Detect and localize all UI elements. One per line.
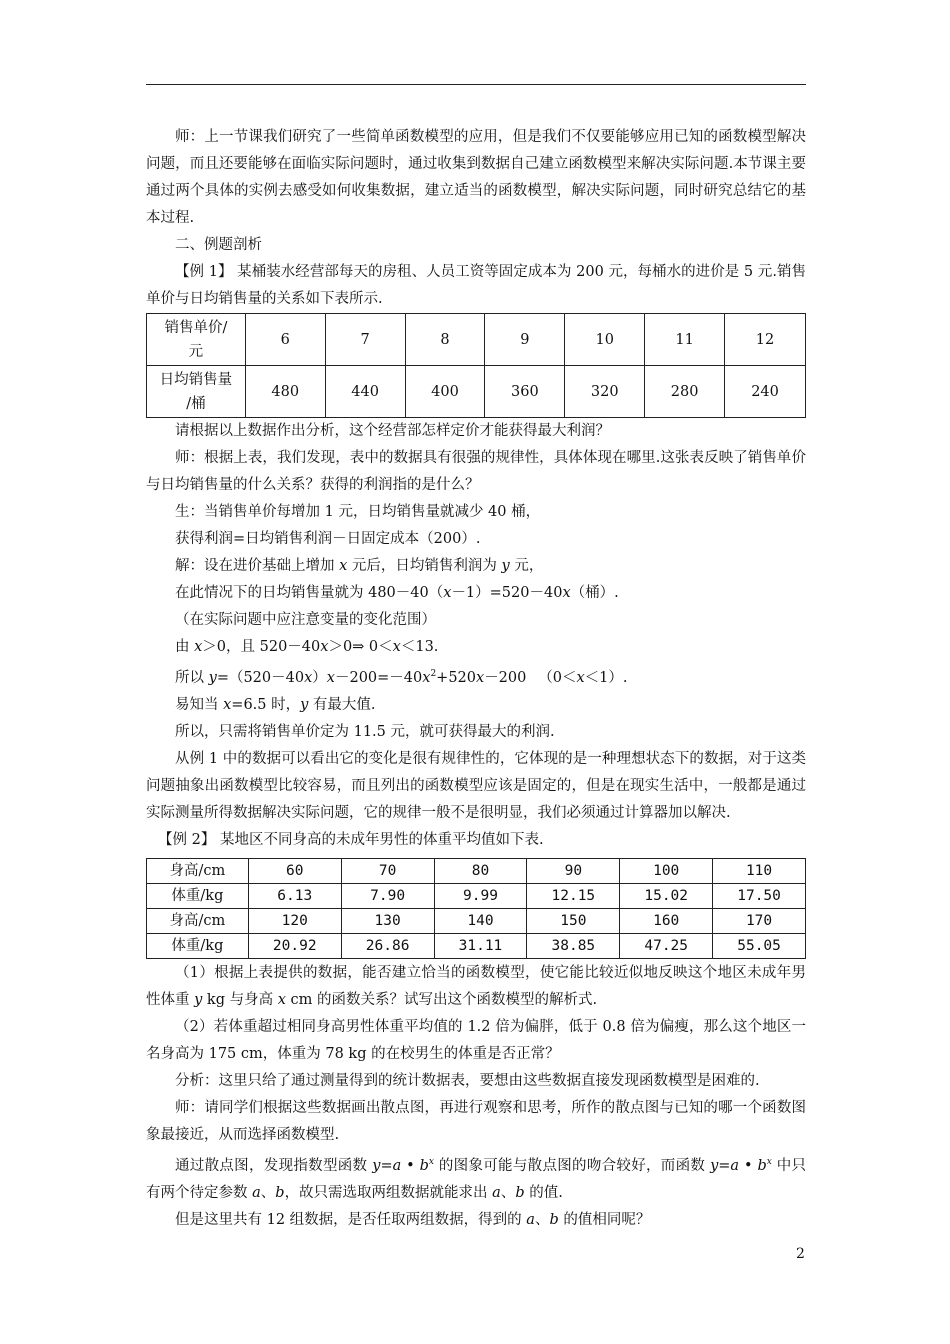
teacher-question: 师：根据上表，我们发现，表中的数据具有很强的规律性，具体体现在哪里.这张表反映了销售单价与日均销售量的什么关系？获得的利润指的是什么？ (146, 450, 806, 493)
height-cell: 140 (434, 908, 527, 933)
weight-cell: 12.15 (527, 883, 620, 908)
height-cell: 100 (620, 858, 713, 883)
height-cell: 120 (248, 908, 341, 933)
price-cell: 7 (325, 314, 405, 366)
table-row (147, 314, 806, 366)
volume-cell: 400 (405, 366, 485, 418)
price-cell: 9 (485, 314, 565, 366)
row-header-volume: 日均销售量 /桶 (147, 366, 246, 418)
weight-cell: 20.92 (248, 933, 341, 958)
weight-cell: 55.05 (713, 933, 806, 958)
height-cell: 70 (341, 858, 434, 883)
weight-cell: 17.50 (713, 883, 806, 908)
height-cell: 90 (527, 858, 620, 883)
height-weight-table (146, 858, 806, 959)
scatter-discussion: 通过散点图，发现指数型函数 y=a • $b^x$ 的图象可能与散点图的吻合较好，而函数 y=a • $b^x$ 中只有两个待定参数 a、b，故只需选取两组数据就能求出 a、b 的值. (146, 1156, 807, 1201)
price-cell: 10 (565, 314, 645, 366)
page-number: 2 (796, 1246, 805, 1262)
weight-cell: 9.99 (434, 883, 527, 908)
volume-cell: 440 (325, 366, 405, 418)
volume-cell: 320 (565, 366, 645, 418)
section-title: 二、例题剖析 (175, 237, 262, 253)
weight-label: 体重/kg (147, 933, 249, 958)
price-cell: 6 (245, 314, 325, 366)
height-cell: 80 (434, 858, 527, 883)
teacher-intro-paragraph: 师：上一节课我们研究了一些简单函数模型的应用，但是我们不仅要能够应用已知的函数模型解决问题，而且还要能够在面临实际问题时，通过收集到数据自己建立函数模型来解决实际问题.本节课主要通过两个具体的实例去感受如何收集数据，建立适当的函数模型，解决实际问题，同时研究总结它的基本过程. (146, 129, 806, 226)
maximum-statement: 易知当 x=6.5 时，y 有最大值. (175, 696, 376, 713)
volume-cell: 240 (725, 366, 806, 418)
height-cell: 160 (620, 908, 713, 933)
weight-cell: 15.02 (620, 883, 713, 908)
table-row (147, 908, 806, 933)
student-answer-2: 获得利润=日均销售利润－日固定成本（200）. (175, 531, 481, 547)
height-cell: 60 (248, 858, 341, 883)
header-rule (146, 84, 806, 85)
conclusion: 所以，只需将销售单价定为 11.5 元，就可获得最大的利润. (175, 723, 555, 740)
price-cell: 12 (725, 314, 806, 366)
height-label: 身高/cm (147, 908, 249, 933)
question-1: 请根据以上数据作出分析，这个经营部怎样定价才能获得最大利润？ (175, 423, 610, 439)
price-cell: 8 (405, 314, 485, 366)
table-row (147, 883, 806, 908)
weight-label: 体重/kg (147, 883, 249, 908)
range-derivation: 由 x＞0，且 520－40x＞0⇒ 0＜x＜13. (175, 639, 439, 655)
volume-cell: 360 (485, 366, 565, 418)
weight-cell: 47.25 (620, 933, 713, 958)
question-2-part-1: （1）根据上表提供的数据，能否建立恰当的函数模型，使它能比较近似地反映这个地区未成年男性体重 y kg 与身高 x cm 的函数关系？试写出这个函数模型的解析式. (146, 964, 806, 1008)
table-row (147, 933, 806, 958)
table-row (147, 366, 806, 418)
question-2-part-2: （2）若体重超过相同身高男性体重平均值的 1.2 倍为偏胖，低于 0.8 倍为偏瘦，那么这个地区一名身高为 175 cm，体重为 78 kg 的在校男生的体重是否正常？ (146, 1018, 806, 1062)
example1-intro: 【例 1】 某桶装水经营部每天的房租、人员工资等固定成本为 200 元，每桶水的进价是 5 元.销售单价与日均销售量的关系如下表所示. (146, 264, 806, 307)
teacher-instruction: 师：请同学们根据这些数据画出散点图，再进行观察和思考，所作的散点图与已知的哪一个函数图象最接近，从而选择函数模型. (146, 1099, 806, 1143)
height-cell: 150 (527, 908, 620, 933)
row-header-price: 销售单价/ 元 (147, 314, 246, 366)
closing-question: 但是这里共有 12 组数据，是否任取两组数据，得到的 a、b 的值相同呢？ (175, 1211, 651, 1228)
table-row (147, 858, 806, 883)
height-label: 身高/cm (147, 858, 249, 883)
weight-cell: 31.11 (434, 933, 527, 958)
height-cell: 110 (713, 858, 806, 883)
range-note: （在实际问题中应注意变量的变化范围） (175, 612, 436, 628)
price-cell: 11 (645, 314, 725, 366)
volume-cell: 480 (245, 366, 325, 418)
transition-paragraph: 从例 1 中的数据可以看出它的变化是很有规律性的，它体现的是一种理想状态下的数据，对于这类问题抽象出函数模型比较容易，而且列出的函数模型应该是固定的，但是在现实生活中，一般都是通过实际测量所得数据解决实际问题，它的规律一般不是很明显，我们必须通过计算器加以解决. (146, 750, 806, 821)
height-cell: 170 (713, 908, 806, 933)
student-answer-1: 生：当销售单价每增加 1 元，日均销售量就减少 40 桶， (175, 504, 541, 520)
weight-cell: 26.86 (341, 933, 434, 958)
weight-cell: 38.85 (527, 933, 620, 958)
height-cell: 130 (341, 908, 434, 933)
analysis: 分析：这里只给了通过测量得到的统计数据表，要想由这些数据直接发现函数模型是困难的. (175, 1072, 760, 1089)
document-body (146, 124, 806, 1234)
volume-cell: 280 (645, 366, 725, 418)
weight-cell: 6.13 (248, 883, 341, 908)
profit-function: 所以 $y=(520-40x)x-200=-40x^2+520x-200$ （0＜x＜1）. (175, 669, 628, 686)
solution-line-2: 在此情况下的日均销售量就为 480－40（x－1）=520－40x（桶）. (175, 585, 619, 601)
price-volume-table (146, 313, 806, 418)
solution-line-1: 解：设在进价基础上增加 x 元后，日均销售利润为 y 元， (175, 558, 544, 574)
weight-cell: 7.90 (341, 883, 434, 908)
example2-intro: 【例 2】 某地区不同身高的未成年男性的体重平均值如下表. (158, 831, 544, 848)
